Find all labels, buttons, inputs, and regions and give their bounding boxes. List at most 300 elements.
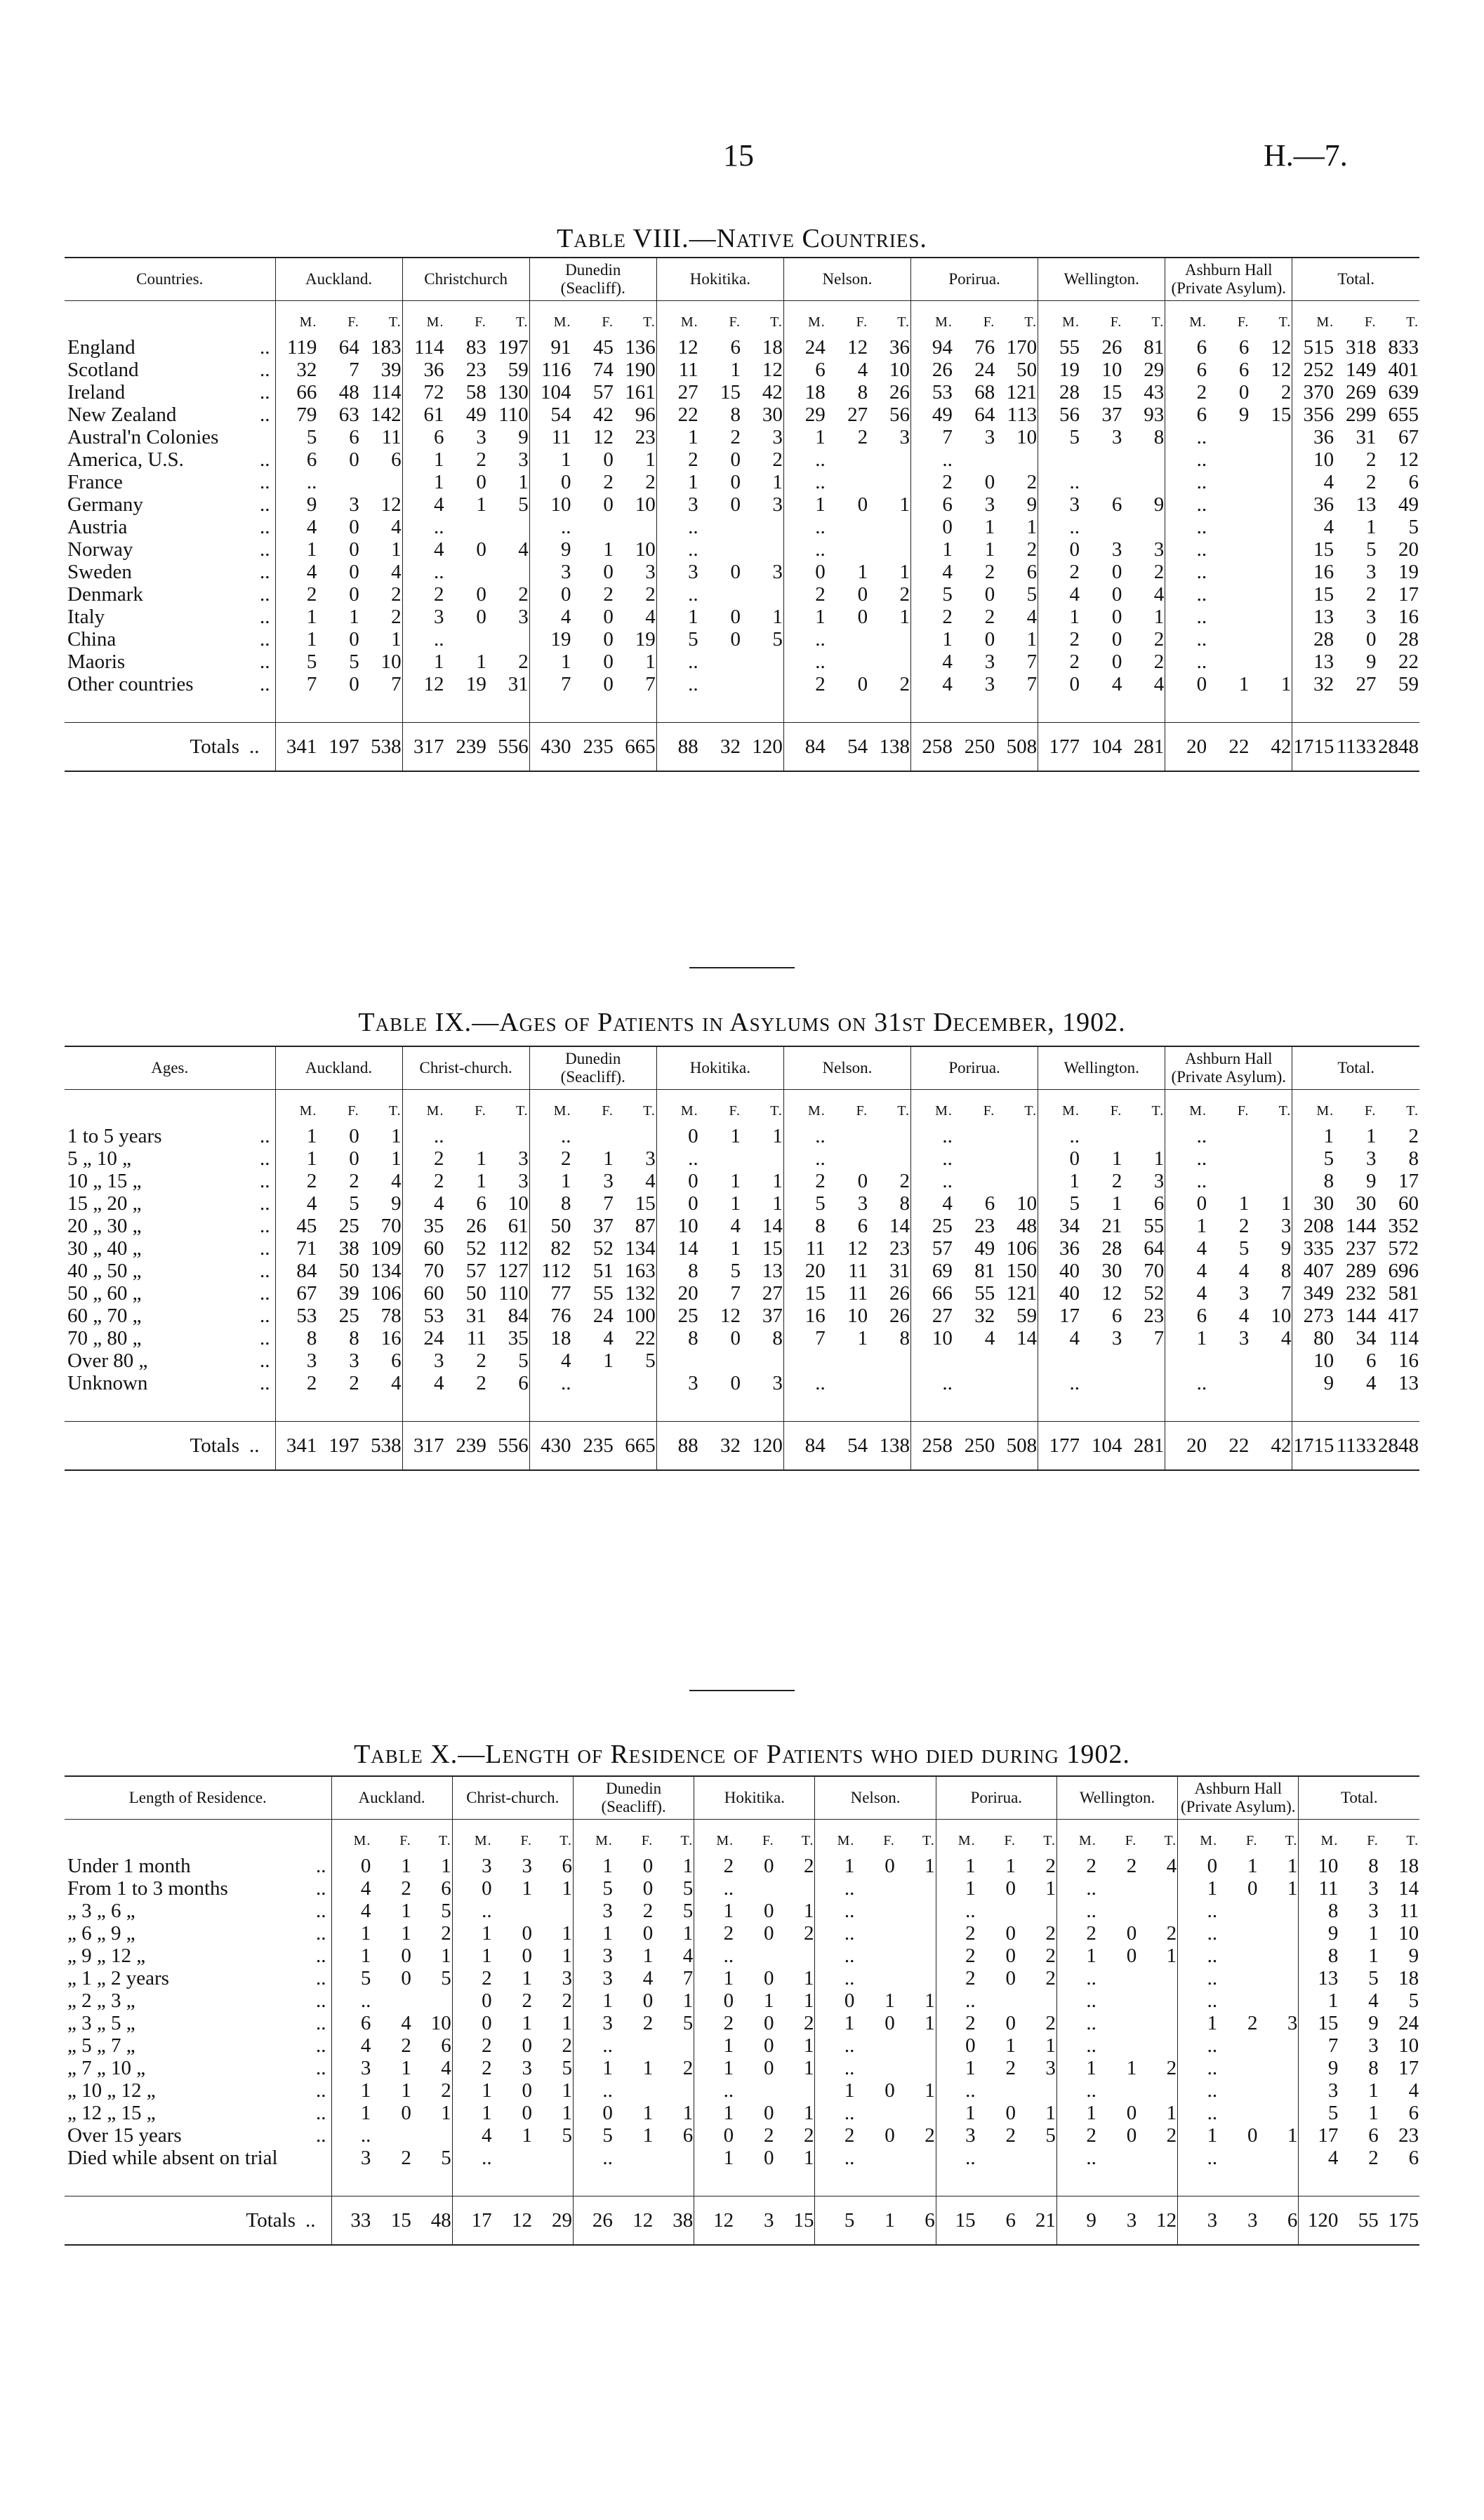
group-header: Porirua. — [911, 258, 1038, 301]
cell-value: .. — [783, 538, 826, 561]
cell-value: 0 — [522, 1945, 533, 1967]
cell-value: 77 — [529, 1282, 571, 1305]
cell-value: 100 — [625, 1305, 656, 1327]
cell-value: 81 — [1144, 336, 1165, 359]
cell-value — [1207, 426, 1250, 448]
cell-value: 4 — [603, 1327, 614, 1349]
cell-value: .. — [815, 1877, 855, 1900]
cell-value: .. — [1056, 2012, 1097, 2034]
sub-header: T. — [1043, 1833, 1056, 1848]
cell-value: 538 — [360, 1422, 402, 1471]
cell-value: 3 — [349, 493, 359, 516]
cell-value: 4 — [1038, 1327, 1080, 1349]
cell-value: 14 — [889, 1215, 910, 1237]
cell-value: 8 — [730, 404, 741, 426]
cell-value: 401 — [1388, 359, 1419, 381]
leader-dots: .. — [260, 1237, 270, 1260]
cell-value — [1097, 1967, 1137, 1989]
cell-value: 6 — [391, 1349, 402, 1372]
totals-row — [65, 1422, 1419, 1471]
cell-value: 1 — [936, 2102, 976, 2124]
cell-value — [654, 2034, 694, 2057]
cell-value: 2 — [441, 1922, 451, 1945]
leader-dots: .. — [260, 673, 270, 695]
cell-value — [1097, 2034, 1137, 2057]
table-row — [65, 628, 1419, 651]
cell-value: 8 — [1280, 1260, 1292, 1282]
cell-value: .. — [402, 561, 444, 583]
cell-value: 19 — [1398, 561, 1419, 583]
cell-value: 0 — [642, 1877, 654, 1900]
cell-value: .. — [1165, 1372, 1207, 1394]
cell-value: 1 — [562, 2102, 572, 2124]
cell-value: .. — [1178, 2057, 1218, 2079]
cell-value — [1080, 471, 1122, 493]
cell-value — [1080, 1125, 1122, 1147]
cell-value: 0 — [573, 2102, 613, 2124]
sub-header: T. — [1406, 1833, 1419, 1848]
cell-value: 17 — [1299, 2124, 1339, 2147]
cell-value: .. — [911, 448, 953, 471]
cell-value: 3 — [772, 426, 783, 448]
sub-header: M. — [1165, 301, 1207, 337]
cell-value — [1207, 1147, 1250, 1170]
cell-value: 4 — [730, 1215, 741, 1237]
cell-value: 258 — [911, 723, 953, 772]
group-header: Porirua. — [936, 1776, 1056, 1820]
cell-value: 2 — [1038, 628, 1080, 651]
row-label: Totals — [246, 2209, 296, 2232]
cell-value — [1250, 1170, 1292, 1192]
cell-value: 12 — [493, 2196, 533, 2246]
cell-value: 11 — [848, 1282, 868, 1305]
cell-value: 40 — [1038, 1260, 1080, 1282]
cell-value: 3 — [275, 1349, 317, 1372]
cell-value: 74 — [592, 359, 614, 381]
cell-value: .. — [529, 1372, 571, 1394]
cell-value: 6 — [911, 493, 953, 516]
cell-value: 1 — [1153, 1147, 1165, 1170]
cell-value: 1 — [402, 651, 444, 673]
cell-value: 6 — [1408, 2147, 1419, 2169]
leader-dots: .. — [260, 1327, 270, 1349]
cell-value: 299 — [1346, 404, 1377, 426]
cell-value: 1 — [275, 1147, 317, 1170]
cell-value: 2 — [562, 1989, 572, 2012]
cell-value: 2 — [275, 1170, 317, 1192]
cell-value: .. — [1165, 471, 1207, 493]
cell-value: 121 — [1006, 381, 1038, 404]
sub-header: T. — [559, 1833, 572, 1848]
sub-header: T. — [770, 1103, 783, 1119]
group-header: Christ-church. — [452, 1776, 573, 1820]
cell-value — [1250, 493, 1292, 516]
cell-value: 4 — [1292, 516, 1334, 538]
cell-value: 2 — [402, 583, 444, 606]
leader-dots: .. — [260, 1260, 270, 1282]
cell-value: .. — [1178, 1967, 1218, 1989]
cell-value: 177 — [1038, 723, 1080, 772]
row-label: „ 2 „ 3 „ — [67, 1989, 135, 2012]
sub-header: T. — [897, 1103, 910, 1119]
cell-value: 119 — [275, 336, 317, 359]
cell-value: 3 — [984, 426, 995, 448]
cell-value: .. — [1165, 426, 1207, 448]
cell-value: 4 — [331, 2034, 371, 2057]
cell-value: 3 — [1178, 2196, 1218, 2246]
cell-value: 6 — [857, 1215, 868, 1237]
cell-value: 1 — [529, 448, 571, 471]
cell-value: 1 — [1238, 673, 1250, 695]
cell-value — [1258, 2102, 1298, 2124]
cell-value: .. — [1178, 2034, 1218, 2057]
cell-value — [1097, 1989, 1137, 2012]
cell-value: 28 — [1038, 381, 1080, 404]
cell-value: 1 — [1005, 2034, 1016, 2057]
cell-value: 5 — [911, 583, 953, 606]
row-label: 50 „ 60 „ — [67, 1282, 142, 1305]
cell-value: 87 — [635, 1215, 656, 1237]
cell-value — [1097, 2079, 1137, 2102]
cell-value: 144 — [1346, 1215, 1377, 1237]
cell-value — [1137, 2079, 1177, 2102]
cell-value: 7 — [1026, 651, 1038, 673]
row-label: Austral'n Colonies — [67, 426, 219, 448]
cell-value: 9 — [1299, 2057, 1339, 2079]
cell-value — [572, 516, 614, 538]
cell-value: 4 — [1165, 1237, 1207, 1260]
cell-value: 7 — [783, 1327, 826, 1349]
cell-value: 2 — [1045, 1945, 1056, 1967]
cell-value: 0 — [476, 538, 486, 561]
cell-value: 3 — [1366, 561, 1377, 583]
cell-value: 35 — [402, 1215, 444, 1237]
cell-value: 5 — [1026, 583, 1038, 606]
sub-header: T. — [515, 1103, 529, 1119]
cell-value: 12 — [656, 336, 698, 359]
cell-value: 1 — [522, 2012, 533, 2034]
cell-value: 0 — [349, 561, 359, 583]
cell-value: 3 — [936, 2124, 976, 2147]
cell-value: 3 — [899, 426, 910, 448]
cell-value: 6 — [402, 426, 444, 448]
cell-value: 2 — [529, 1147, 571, 1170]
sub-header: F. — [983, 314, 995, 330]
cell-value: 57 — [911, 1237, 953, 1260]
cell-value: 0 — [984, 628, 995, 651]
cell-value: 1 — [815, 1855, 855, 1877]
row-label: Totals — [190, 735, 240, 758]
cell-value: .. — [694, 2079, 734, 2102]
cell-value: 12 — [720, 1305, 741, 1327]
sub-header: M. — [1165, 1090, 1207, 1126]
cell-value: 16 — [1398, 1349, 1419, 1372]
cell-value: 25 — [656, 1305, 698, 1327]
cell-value: 0 — [694, 1989, 734, 2012]
cell-value — [741, 1147, 783, 1170]
cell-value: 1 — [1178, 1877, 1218, 1900]
cell-value: 2 — [391, 583, 402, 606]
cell-value: 6 — [1165, 359, 1207, 381]
cell-value — [1258, 1989, 1298, 2012]
cell-value: 1 — [1178, 2012, 1218, 2034]
cell-value: .. — [1038, 516, 1080, 538]
group-header: Christ-church. — [402, 1046, 529, 1090]
cell-value: 352 — [1388, 1215, 1419, 1237]
cell-value: 3 — [349, 1349, 359, 1372]
cell-value: 9 — [1280, 1237, 1292, 1260]
sub-header: F. — [641, 1833, 654, 1848]
cell-value: 252 — [1292, 359, 1334, 381]
cell-value: 1 — [936, 2057, 976, 2079]
cell-value: 30 — [1292, 1192, 1334, 1215]
leader-dots: .. — [316, 1967, 326, 1989]
cell-value: 45 — [275, 1215, 317, 1237]
sub-header: F. — [856, 314, 868, 330]
cell-value — [855, 2147, 895, 2169]
cell-value: 1 — [936, 1855, 976, 1877]
row-label: „ 10 „ 12 „ — [67, 2079, 156, 2102]
cell-value: 39 — [338, 1282, 359, 1305]
cell-value: 116 — [529, 359, 571, 381]
table-row — [65, 1349, 1419, 1372]
cell-value: 407 — [1292, 1260, 1334, 1282]
leader-dots: .. — [316, 2057, 326, 2079]
cell-value: 0 — [730, 606, 741, 628]
cell-value: 4 — [911, 1192, 953, 1215]
cell-value: .. — [656, 538, 698, 561]
cell-value: 0 — [476, 606, 486, 628]
table-row — [65, 1192, 1419, 1215]
cell-value: 7 — [1026, 673, 1038, 695]
cell-value: 6 — [1238, 336, 1250, 359]
cell-value: 0 — [984, 583, 995, 606]
cell-value: 1 — [815, 2079, 855, 2102]
cell-value: 70 — [402, 1260, 444, 1282]
cell-value: 66 — [275, 381, 317, 404]
sub-header: F. — [475, 1103, 486, 1119]
cell-value: 1 — [522, 1967, 533, 1989]
cell-value: 2 — [349, 1372, 359, 1394]
cell-value: 6 — [518, 1372, 529, 1394]
cell-value: 17 — [1398, 2057, 1419, 2079]
cell-value: 2 — [562, 2034, 572, 2057]
table8-title — [0, 223, 1484, 254]
cell-value: 1 — [682, 1989, 694, 2012]
cell-value: 5 — [562, 2124, 572, 2147]
cell-value: 572 — [1388, 1237, 1419, 1260]
cell-value: 0 — [1005, 2012, 1016, 2034]
cell-value: 10 — [635, 493, 656, 516]
cell-value: .. — [1178, 1989, 1218, 2012]
cell-value: 17 — [1398, 1170, 1419, 1192]
cell-value: 49 — [465, 404, 486, 426]
cell-value: 67 — [1398, 426, 1419, 448]
cell-value — [1207, 1170, 1250, 1192]
cell-value: .. — [331, 1989, 371, 2012]
cell-value: 556 — [487, 1422, 529, 1471]
sub-header: F. — [1365, 1103, 1377, 1119]
cell-value: 0 — [603, 628, 614, 651]
cell-value: 15 — [1101, 381, 1122, 404]
row-label: „ 9 „ 12 „ — [67, 1945, 146, 1967]
cell-value: 2 — [1045, 1855, 1056, 1877]
cell-value: 2 — [275, 583, 317, 606]
cell-value: 25 — [338, 1215, 359, 1237]
cell-value: 55 — [974, 1282, 995, 1305]
cell-value — [953, 1170, 995, 1192]
leader-dots: .. — [260, 359, 270, 381]
cell-value: 5 — [573, 2124, 613, 2147]
row-label: 15 „ 20 „ — [67, 1192, 142, 1215]
sub-header: T. — [1151, 314, 1165, 330]
cell-value: 1 — [694, 2147, 734, 2169]
cell-value: 1 — [1287, 1855, 1298, 1877]
cell-value: 5 — [656, 628, 698, 651]
cell-value: 80 — [1292, 1327, 1334, 1349]
cell-value: 4 — [275, 561, 317, 583]
cell-value: 250 — [953, 723, 995, 772]
cell-value: 1 — [730, 1125, 741, 1147]
cell-value: 16 — [1398, 606, 1419, 628]
cell-value — [1258, 2147, 1298, 2169]
row-label: 1 to 5 years — [67, 1125, 162, 1147]
cell-value: 2 — [1153, 651, 1165, 673]
table-row — [65, 2147, 1419, 2169]
cell-value: 1 — [518, 471, 529, 493]
cell-value: 2 — [1038, 561, 1080, 583]
cell-value: 1 — [331, 2079, 371, 2102]
cell-value: 430 — [529, 1422, 571, 1471]
cell-value — [1250, 1372, 1292, 1394]
cell-value: .. — [936, 1989, 976, 2012]
row-label: „ 3 „ 6 „ — [67, 1900, 135, 1922]
cell-value — [1250, 448, 1292, 471]
sub-header: F. — [520, 1833, 533, 1848]
cell-value: 20 — [1398, 538, 1419, 561]
cell-value: 9 — [529, 538, 571, 561]
table-row — [65, 1237, 1419, 1260]
cell-value — [826, 448, 868, 471]
cell-value: 64 — [1144, 1237, 1165, 1260]
leader-dots: .. — [260, 471, 270, 493]
cell-value: .. — [783, 1125, 826, 1147]
cell-value: .. — [815, 2034, 855, 2057]
cell-value: 22 — [1398, 651, 1419, 673]
cell-value: 2 — [402, 1170, 444, 1192]
cell-value: 239 — [444, 723, 486, 772]
cell-value: 36 — [889, 336, 910, 359]
cell-value: 5 — [1292, 1147, 1334, 1170]
cell-value — [1097, 2012, 1137, 2034]
cell-value: .. — [1056, 2147, 1097, 2169]
cell-value: 6 — [1238, 359, 1250, 381]
cell-value: 18 — [783, 381, 826, 404]
cell-value: 43 — [1144, 381, 1165, 404]
cell-value: 1 — [803, 1900, 814, 1922]
cell-value: 3 — [1366, 1147, 1377, 1170]
cell-value — [1122, 448, 1165, 471]
cell-value: 4 — [911, 651, 953, 673]
cell-value: 1 — [885, 1989, 895, 2012]
sub-header: T. — [643, 314, 656, 330]
cell-value: .. — [815, 2147, 855, 2169]
cell-value: 3 — [518, 1147, 529, 1170]
cell-value — [826, 538, 868, 561]
cell-value: 57 — [465, 1260, 486, 1282]
cell-value: 0 — [885, 2124, 895, 2147]
cell-value: 0 — [349, 538, 359, 561]
cell-value: 7 — [911, 426, 953, 448]
cell-value: 1 — [1247, 1855, 1258, 1877]
cell-value: 3 — [1097, 2196, 1137, 2246]
cell-value: 7 — [645, 673, 656, 695]
cell-value: 52 — [1144, 1282, 1165, 1305]
cell-value: 3 — [984, 493, 995, 516]
cell-value: 3 — [518, 1170, 529, 1192]
cell-value: 28 — [1101, 1237, 1122, 1260]
cell-value: 0 — [1126, 1945, 1137, 1967]
cell-value: 142 — [371, 404, 402, 426]
leader-dots: .. — [260, 1215, 270, 1237]
cell-value: 24 — [783, 336, 826, 359]
cell-value: .. — [694, 1945, 734, 1967]
cell-value: 40 — [1038, 1282, 1080, 1305]
cell-value — [699, 583, 741, 606]
cell-value: 30 — [1101, 1260, 1122, 1282]
cell-value: 0 — [694, 2124, 734, 2147]
cell-value: 1 — [772, 1170, 783, 1192]
sub-header: F. — [1365, 314, 1377, 330]
cell-value: 2 — [857, 426, 868, 448]
cell-value: 8 — [857, 381, 868, 404]
cell-value: .. — [452, 1900, 492, 1922]
cell-value — [896, 2147, 936, 2169]
cell-value — [699, 516, 741, 538]
cell-value: 6 — [1026, 561, 1038, 583]
cell-value: .. — [1056, 1900, 1097, 1922]
cell-value: 1 — [1368, 1922, 1379, 1945]
table-row — [65, 1855, 1419, 1877]
cell-value: 50 — [1016, 359, 1038, 381]
row-label: „ 12 „ 15 „ — [67, 2102, 156, 2124]
cell-value: 1 — [573, 1989, 613, 2012]
cell-value: 8 — [1153, 426, 1165, 448]
cell-value: 0 — [656, 1192, 698, 1215]
cell-value: 55 — [592, 1282, 614, 1305]
cell-value — [896, 1900, 936, 1922]
cell-value: 8 — [783, 1215, 826, 1237]
cell-value: 10 — [1299, 1855, 1339, 1877]
cell-value: 3 — [1366, 606, 1377, 628]
cell-value: 0 — [885, 1855, 895, 1877]
cell-value: 1 — [936, 1877, 976, 1900]
cell-value — [896, 1967, 936, 1989]
cell-value: 19 — [465, 673, 486, 695]
cell-value: 1 — [441, 2102, 451, 2124]
cell-value: 0 — [857, 583, 868, 606]
sub-header: F. — [475, 314, 486, 330]
cell-value — [1250, 561, 1292, 583]
cell-value: 4 — [391, 1170, 402, 1192]
row-label: 30 „ 40 „ — [67, 1237, 142, 1260]
table-row — [65, 1215, 1419, 1237]
sub-header: M. — [656, 301, 698, 337]
cell-value: 3 — [1038, 493, 1080, 516]
cell-value: 42 — [1250, 723, 1292, 772]
cell-value — [1207, 651, 1250, 673]
cell-value: 55 — [1339, 2196, 1379, 2246]
